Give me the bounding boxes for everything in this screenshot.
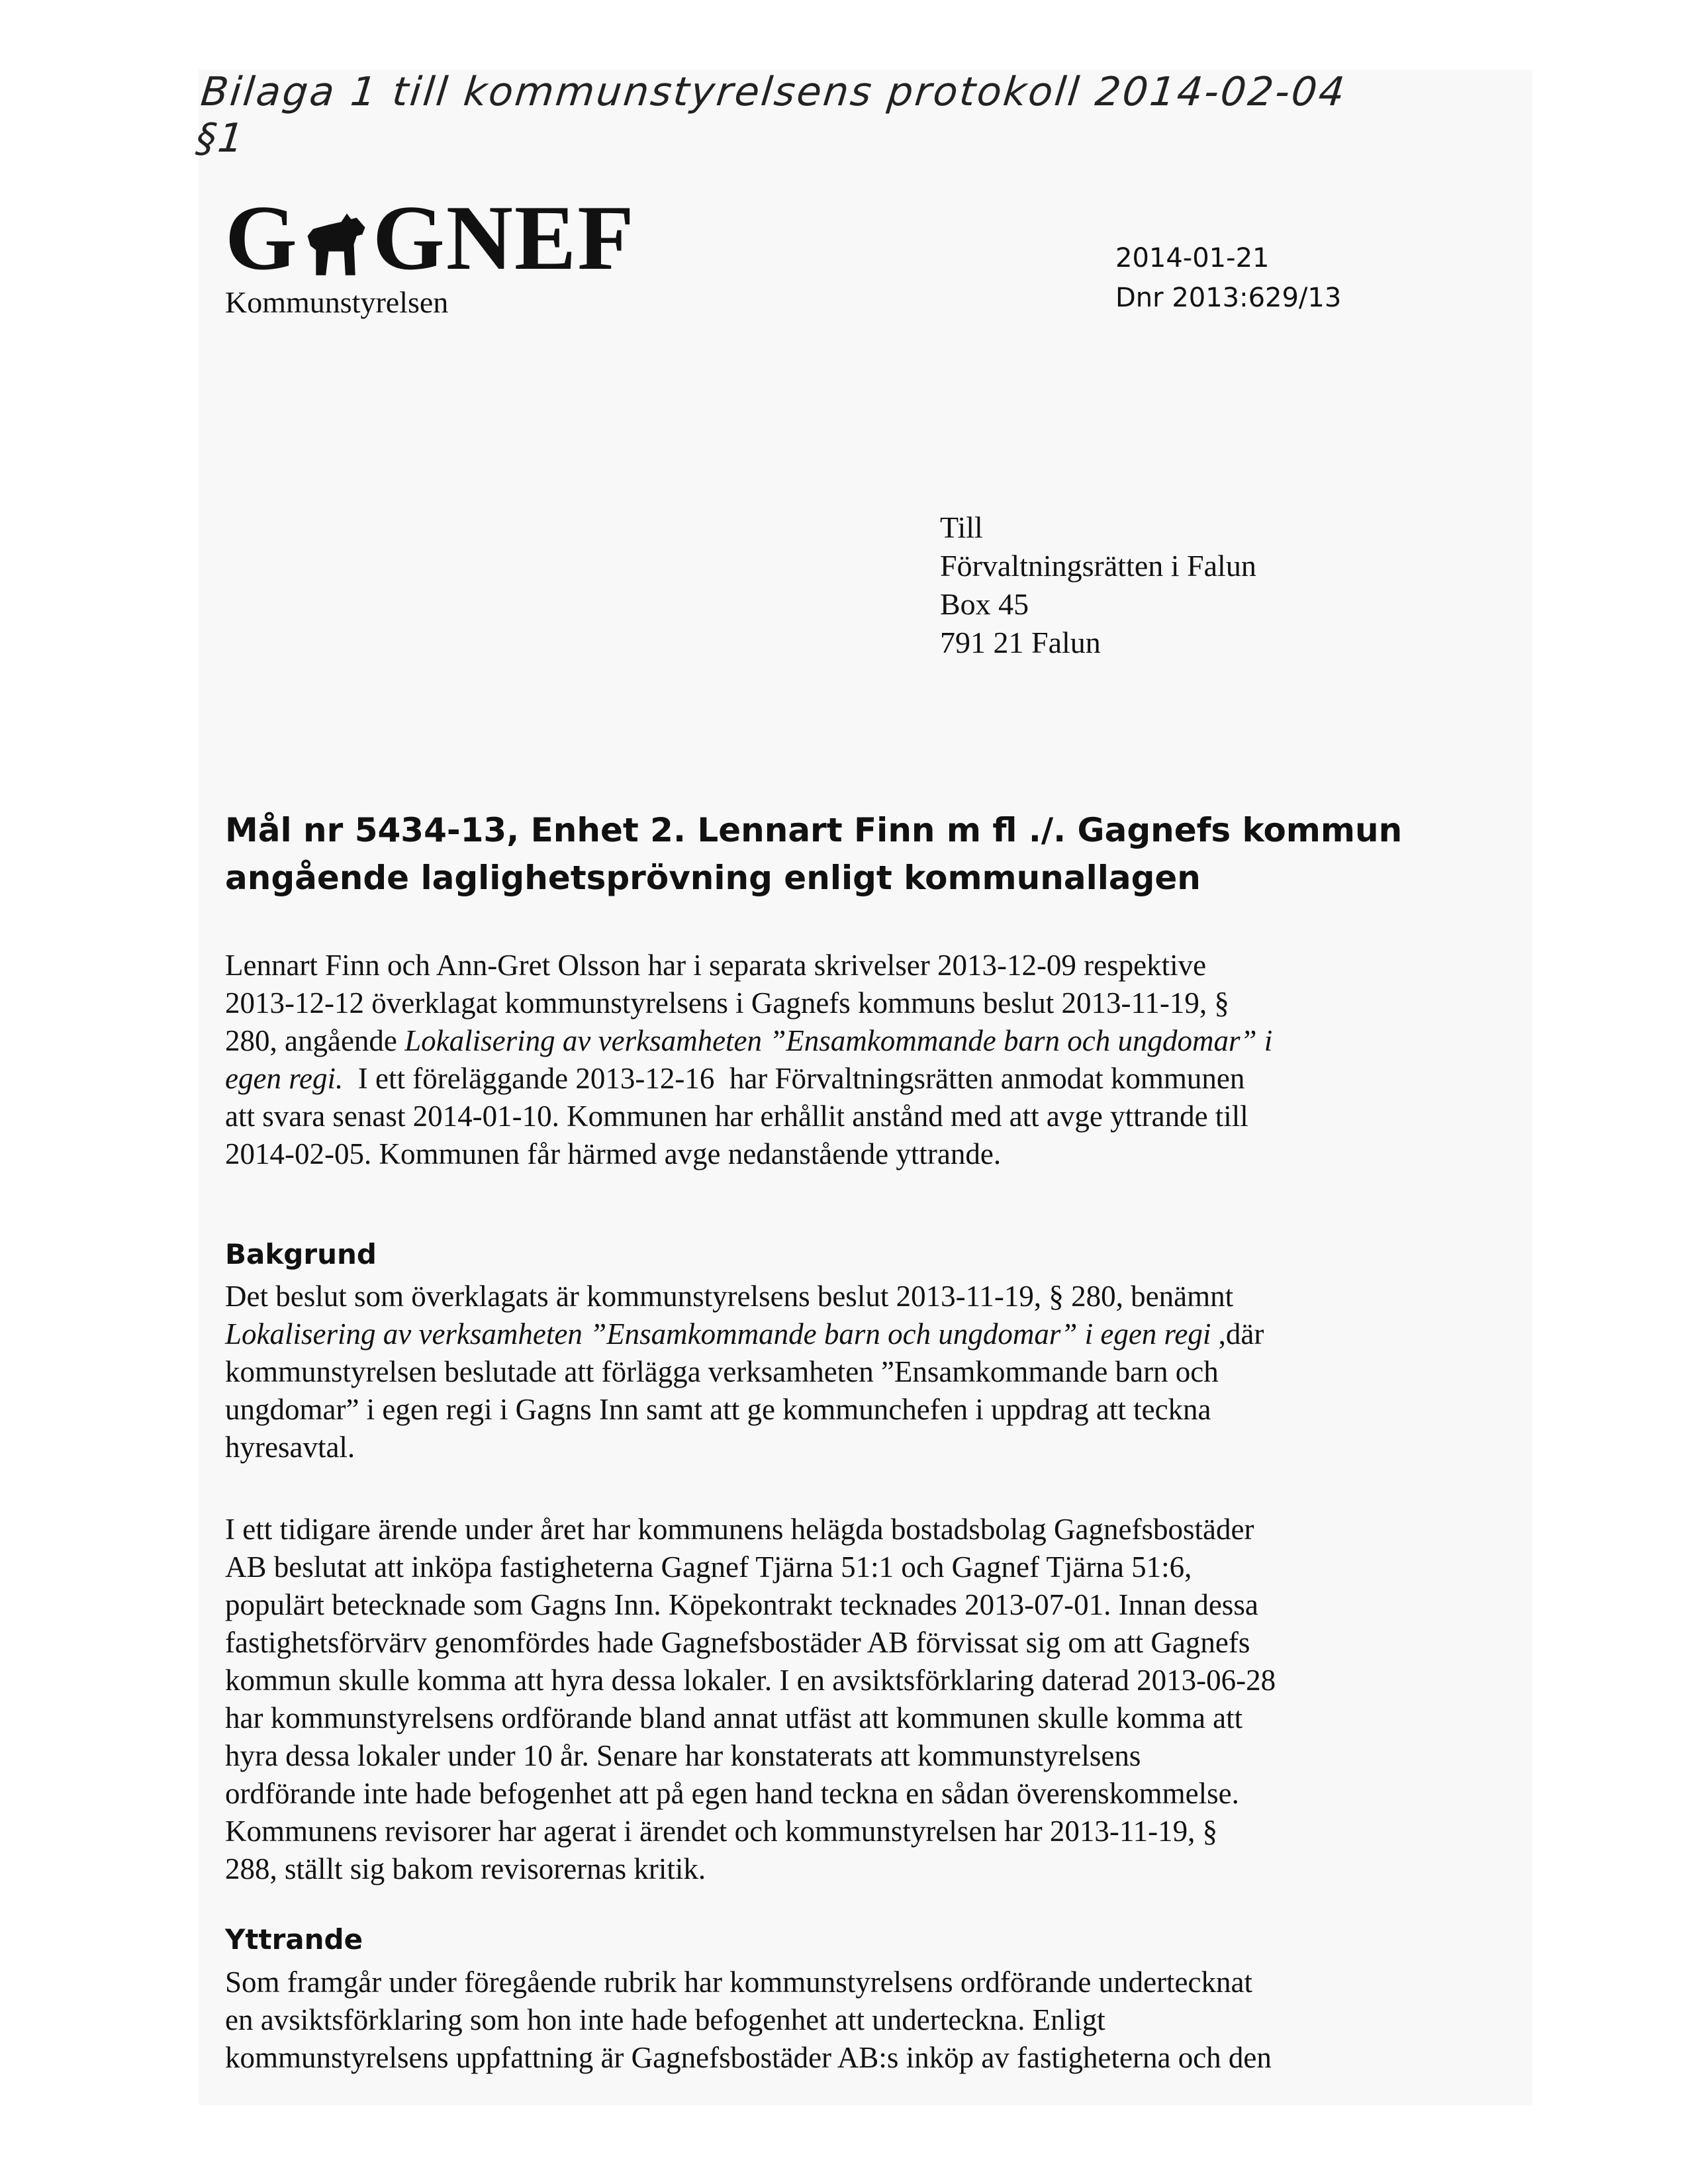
document-meta <box>1115 238 1341 318</box>
text-line <box>225 1022 1489 1060</box>
handwritten-annotation: Bilaga 1 till kommunstyrelsens protokoll 2014-02-04 §1 <box>193 69 1349 162</box>
section-heading-bakgrund: Bakgrund <box>225 1238 377 1270</box>
italic-decision-title: Lokalisering av verksamheten ”Ensamkommande barn och ungdomar” i <box>404 1024 1273 1057</box>
text-line: populärt betecknade som Gagns Inn. Köpekontrakt tecknades 2013-07-01. Innan dessa <box>225 1588 1258 1621</box>
background-paragraph-2 <box>225 1511 1489 1888</box>
reference-number: Dnr 2013:629/13 <box>1115 283 1342 313</box>
text-run: ,där <box>1211 1317 1264 1351</box>
text-line: fastighetsförvärv genomfördes hade Gagnefsbostäder AB förvissat sig om att Gagnefs <box>225 1626 1250 1659</box>
address-line: 791 21 Falun <box>940 626 1101 659</box>
text-line: kommunstyrelsens uppfattning är Gagnefsbostäder AB:s inköp av fastigheterna och den <box>225 2041 1272 2074</box>
address-line: Förvaltningsrätten i Falun <box>940 549 1256 583</box>
text-line: har kommunstyrelsens ordförande bland annat utfäst att kommunen skulle komma att <box>225 1701 1243 1734</box>
case-title-line: angående laglighetsprövning enligt kommunallagen <box>225 859 1201 897</box>
statement-paragraph <box>225 1964 1489 2077</box>
address-line: Till <box>940 510 983 544</box>
document-date: 2014-01-21 <box>1115 243 1270 273</box>
text-line: I ett tidigare ärende under året har kommunens helägda bostadsbolag Gagnefsbostäder <box>225 1513 1254 1546</box>
text-line: ungdomar” i egen regi i Gagns Inn samt att ge kommunchefen i uppdrag att teckna <box>225 1393 1211 1426</box>
text-run: 280, angående <box>225 1024 405 1057</box>
text-line: Lennart Finn och Ann-Gret Olsson har i separata skrivelser 2013-12-09 respektive <box>225 949 1207 982</box>
text-line <box>225 1315 1489 1353</box>
text-line: AB beslutat att inköpa fastigheterna Gagnef Tjärna 51:1 och Gagnef Tjärna 51:6, <box>225 1550 1192 1584</box>
address-line: Box 45 <box>940 587 1029 621</box>
dala-horse-icon <box>300 208 371 278</box>
recipient-address <box>940 508 1256 662</box>
text-line: 288, ställt sig bakom revisorernas kritik. <box>225 1852 706 1885</box>
italic-decision-title: egen regi. <box>225 1062 344 1095</box>
text-line: en avsiktsförklaring som hon inte hade befogenhet att underteckna. Enligt <box>225 2003 1105 2036</box>
text-line: kommun skulle komma att hyra dessa lokaler. I en avsiktsförklaring daterad 2013-06-28 <box>225 1664 1276 1697</box>
text-line: Som framgår under föregående rubrik har kommunstyrelsens ordförande undertecknat <box>225 1966 1252 1999</box>
text-line <box>225 1060 1489 1098</box>
text-line: att svara senast 2014-01-10. Kommunen har erhållit anstånd med att avge yttrande till <box>225 1100 1248 1133</box>
text-line: hyresavtal. <box>225 1431 355 1464</box>
text-line: Kommunens revisorer har agerat i ärendet och kommunstyrelsen har 2013-11-19, § <box>225 1815 1218 1848</box>
text-run: I ett föreläggande 2013-12-16 har Förvaltningsrätten anmodat kommunen <box>343 1062 1245 1095</box>
section-heading-yttrande: Yttrande <box>225 1923 363 1956</box>
text-line: kommunstyrelsen beslutade att förlägga verksamheten ”Ensamkommande barn och <box>225 1355 1219 1388</box>
italic-decision-title: Lokalisering av verksamheten ”Ensamkommande barn och ungdomar” i egen regi <box>225 1317 1211 1351</box>
logo-letters-gnef: GNEF <box>372 187 635 289</box>
intro-paragraph <box>225 947 1489 1173</box>
text-line: 2013-12-12 överklagat kommunstyrelsens i Gagnefs kommuns beslut 2013-11-19, § <box>225 986 1229 1020</box>
logo-letter-g: G <box>225 187 299 289</box>
case-title-line: Mål nr 5434-13, Enhet 2. Lennart Finn m fl ./. Gagnefs kommun <box>225 811 1403 849</box>
text-line: 2014-02-05. Kommunen får härmed avge nedanstående yttrande. <box>225 1137 1002 1170</box>
logo-wordmark <box>225 187 635 289</box>
text-line: Det beslut som överklagats är kommunstyrelsens beslut 2013-11-19, § 280, benämnt <box>225 1280 1234 1313</box>
department-name: Kommunstyrelsen <box>225 285 449 319</box>
municipality-logo <box>225 187 635 320</box>
background-paragraph-1 <box>225 1278 1489 1466</box>
text-line: hyra dessa lokaler under 10 år. Senare har konstaterats att kommunstyrelsens <box>225 1739 1141 1772</box>
text-line: ordförande inte hade befogenhet att på egen hand teckna en sådan överenskommelse. <box>225 1777 1239 1810</box>
case-title <box>225 806 1483 902</box>
